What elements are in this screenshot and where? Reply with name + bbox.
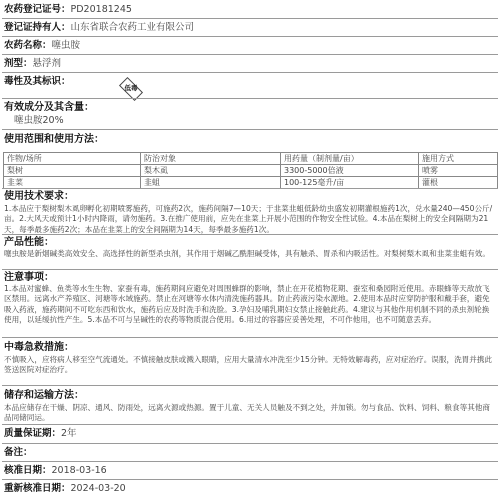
table-header-cell: 防治对象 xyxy=(141,153,281,165)
table-header-cell: 施用方式 xyxy=(419,153,498,165)
features-title: 产品性能： xyxy=(4,237,54,248)
table-cell: 100-125毫升/亩 xyxy=(281,177,419,189)
table-row xyxy=(4,177,498,189)
poison-text: 不慎吸入，应将病人移至空气流通处。不慎接触皮肤或溅入眼睛，应用大量清水冲洗至少15分钟。无特效解毒药，应对症治疗。误服，洗胃并携此签送医院对症治疗。 xyxy=(4,355,493,375)
validity-row xyxy=(4,427,498,440)
poison-title: 中毒急救措施： xyxy=(4,342,74,353)
pesticide-name-row xyxy=(4,39,498,52)
pesticide-name-label: 农药名称： xyxy=(4,40,52,51)
storage-text: 本品应储存在干燥、阴凉、通风、防雨处，远离火源或热源。置于儿童、无关人员触及不到之处，并加锁。勿与食品、饮料、饲料、粮食等其他商品同储同运。 xyxy=(4,403,490,423)
divider xyxy=(2,234,498,235)
remarks-label: 备注： xyxy=(4,447,33,458)
table-header-cell: 用药量（制剂量/亩） xyxy=(281,153,419,165)
divider xyxy=(2,424,498,425)
table-header-row xyxy=(4,153,498,165)
divider xyxy=(2,443,498,444)
divider xyxy=(2,36,498,37)
approval-date-row xyxy=(4,464,498,477)
reg-no-value: PD20181245 xyxy=(70,4,132,15)
table-header-cell: 作物/场所 xyxy=(4,153,141,165)
divider xyxy=(2,188,498,189)
formulation-row xyxy=(4,57,498,70)
features-text: 噻虫胺是新烟碱类高效安全、高选择性的新型杀虫剂，其作用于烟碱乙酰胆碱受体，具有触杀、胃杀和内吸活性。对梨树梨木虱和韭菜韭蛆有效。 xyxy=(4,249,490,258)
divider xyxy=(2,269,498,270)
approval-date-value: 2018-03-16 xyxy=(51,465,107,476)
holder-row xyxy=(4,21,498,34)
reapproval-date-value: 2024-03-20 xyxy=(70,483,126,494)
validity-value: 2年 xyxy=(61,428,77,439)
formulation-value: 悬浮剂 xyxy=(32,58,62,69)
table-cell: 韭菜 xyxy=(4,177,141,189)
approval-date-label: 核准日期： xyxy=(4,465,52,476)
ingredient-value: 噻虫胺20% xyxy=(14,115,64,126)
table-cell: 3300-5000倍液 xyxy=(281,165,419,177)
divider xyxy=(2,479,498,480)
holder-value: 山东省联合农药工业有限公司 xyxy=(70,22,195,33)
divider xyxy=(2,54,498,55)
table-row xyxy=(4,165,498,177)
table-cell: 梨木虱 xyxy=(141,165,281,177)
ingredient-label: 有效成分及其含量： xyxy=(4,102,94,113)
usage-scope-title: 使用范围和使用方法： xyxy=(4,134,104,145)
holder-label: 登记证持有人： xyxy=(4,22,71,33)
toxicity-badge-text: 低毒 xyxy=(124,84,138,92)
formulation-label: 剂型： xyxy=(4,58,33,69)
divider xyxy=(2,72,498,73)
reg-no-label: 农药登记证号： xyxy=(4,4,71,15)
tech-title: 使用技术要求： xyxy=(4,191,74,202)
table-cell: 韭蛆 xyxy=(141,177,281,189)
divider xyxy=(2,98,498,99)
cautions-text: 1.本品对蜜蜂、鱼类等水生生物、家蚕有毒，施药期间应避免对周围蜂群的影响，禁止在开花植物花期、蚕室和桑园附近使用。赤眼蜂等天敌放飞区禁用。远离水产养殖区、河塘等水域施药。禁止在河塘等水体内清洗施药器具。防止药液污染水源地。2.使用本品时应穿防护服和戴手套，避免吸入药液，施药期间不可吃东西和饮水，施药后应及时洗手和洗脸。3.孕妇及哺乳期妇女禁止接触此药。4.建议与其他作用机制不同的杀虫剂轮换使用，以延缓抗性产生。5.本品不可与呈碱性的农药等物质混合使用。6.用过的容器应妥善处理，不可作他用，也不可随意丢弃。 xyxy=(4,284,490,325)
cautions-title: 注意事项： xyxy=(4,272,54,283)
toxicity-row xyxy=(4,75,498,88)
divider xyxy=(2,385,498,386)
reapproval-date-label: 重新核准日期： xyxy=(4,483,71,494)
remarks-row xyxy=(4,446,498,459)
divider xyxy=(2,461,498,462)
divider xyxy=(2,337,498,338)
divider xyxy=(2,129,498,130)
table-cell: 灌根 xyxy=(419,177,498,189)
table-cell: 梨树 xyxy=(4,165,141,177)
reapproval-date-row xyxy=(4,482,498,495)
validity-label: 质量保证期： xyxy=(4,428,62,439)
toxicity-label: 毒性及其标识： xyxy=(4,76,71,87)
usage-scope-table xyxy=(3,152,498,189)
pesticide-name-value: 噻虫胺 xyxy=(51,40,81,51)
divider xyxy=(2,18,498,19)
reg-no-row xyxy=(4,3,498,16)
table-cell: 喷雾 xyxy=(419,165,498,177)
storage-title: 储存和运输方法： xyxy=(4,390,84,401)
tech-text: 1.本品应于梨树梨木虱卵孵化初期喷雾施药，可施药2次，施药间隔7—10天；于韭菜韭蛆低龄幼虫盛发初期灌根施药1次，兑水量240—450公斤/亩。2.大风天或预计1小时内降雨，请勿施药。3.在推广使用前，应先在韭菜上开展小范围的作物安全性试验。4.本品在梨树上的安全间隔期为21天，每季最多施药2次；本品在韭菜上的安全间隔期为14天，每季最多施药1次。 xyxy=(4,204,493,234)
